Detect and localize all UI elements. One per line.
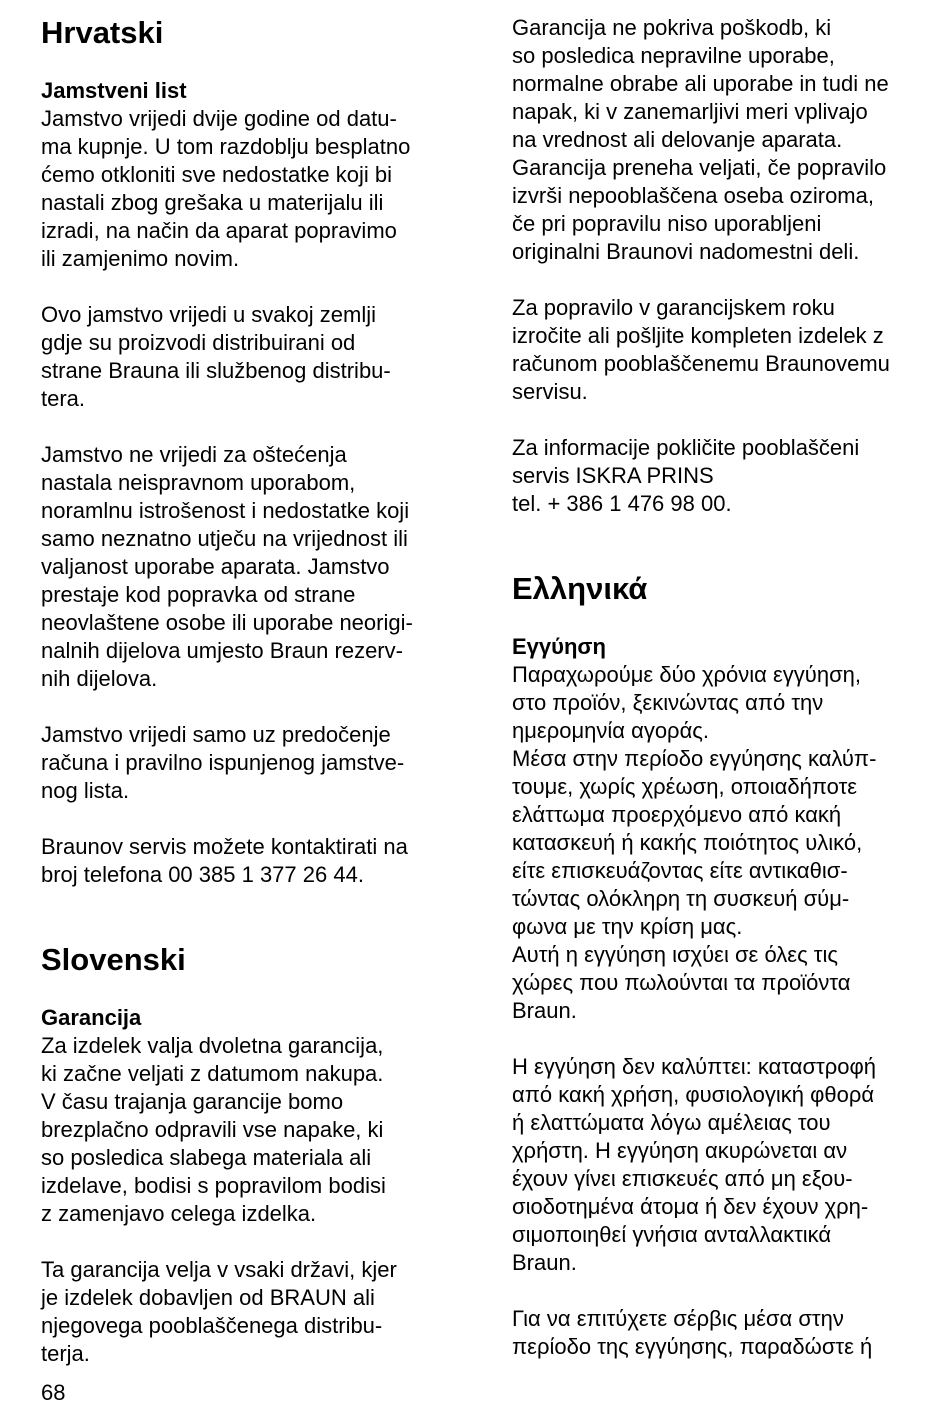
text-line: nastala neispravnom uporabom, [41,470,356,495]
text-line: χώρες που πωλούνται τα προϊόντα [512,970,851,995]
text-line: κατασκευή ή κακής ποιότητος υλικό, [512,830,863,855]
text-line: έχουν γίνει επισκευές από μη εξου- [512,1166,853,1191]
text-line: Za popravilo v garancijskem roku [512,295,835,320]
text-line: είτε επισκευάζοντας είτε αντικαθισ- [512,858,848,883]
text-line: φωνα με την κρίση μας. [512,914,743,939]
paragraph [41,1256,481,1368]
text-line: ημερομηνία αγοράς. [512,718,710,743]
text-line: Ta garancija velja v vsaki državi, kjer [41,1257,397,1282]
text-line: Jamstvo ne vrijedi za oštećenja [41,442,347,467]
text-line: σιμοποιηθεί γνήσια ανταλλακτικά [512,1222,832,1247]
slovenski-body [41,1032,481,1368]
text-line: Braunov servis možete kontaktirati na [41,834,408,859]
paragraph [512,14,940,266]
text-line: njegovega pooblaščenega distribu- [41,1313,383,1338]
text-line: Braun. [512,1250,577,1275]
paragraph [41,721,481,805]
text-line: ćemo otkloniti sve nedostatke koji bi [41,162,392,187]
subheading-jamstveni-list: Jamstveni list [41,78,187,103]
paragraph [512,1053,940,1277]
text-line: računom pooblaščenemu Braunovemu [512,351,890,376]
text-line: Παραχωρούμε δύο χρόνια εγγύηση, [512,662,861,687]
text-line: samo neznatno utječu na vrijednost ili [41,526,408,551]
text-line: Jamstvo vrijedi samo uz predočenje [41,722,391,747]
right-column [512,14,940,1361]
text-line: prestaje kod popravka od strane [41,582,356,607]
text-line: χρήστη. Η εγγύηση ακυρώνεται αν [512,1138,848,1163]
text-line: so posledica slabega materiala ali [41,1145,372,1170]
text-line: nog lista. [41,778,130,803]
hrvatski-body [41,105,481,889]
text-line: Garancija ne pokriva poškodb, ki [512,15,832,40]
text-line: na vrednost ali delovanje aparata. [512,127,843,152]
section-heading-slovenski: Slovenski [41,942,186,977]
paragraph [41,105,481,273]
text-line: τουμε, χωρίς χρέωση, οποιαδήποτε [512,774,858,799]
paragraph [512,661,940,1025]
text-line: σιοδοτημένα άτομα ή δεν έχουν χρη- [512,1194,869,1219]
text-line: nalnih dijelova umjesto Braun rezerv- [41,638,403,663]
text-line: Za informacije pokličite pooblaščeni [512,435,860,460]
subheading-eggyisi: Εγγύηση [512,634,606,659]
left-column [41,14,481,1368]
text-line: Για να επιτύχετε σέρβις μέσα στην [512,1306,844,1331]
text-line: ki začne veljati z datumom nakupa. [41,1061,384,1086]
text-line: valjanost uporabe aparata. Jamstvo [41,554,390,579]
text-line: broj telefona 00 385 1 377 26 44. [41,862,364,887]
text-line: normalne obrabe ali uporabe in tudi ne [512,71,889,96]
text-line: gdje su proizvodi distribuirani od [41,330,356,355]
text-line: servis ISKRA PRINS [512,463,714,488]
paragraph [512,1305,940,1361]
subheading-garancija: Garancija [41,1005,142,1030]
text-line: ελάττωμα προερχόμενο από κακή [512,802,842,827]
text-line: tera. [41,386,86,411]
text-line: noramlnu istrošenost i nedostatke koji [41,498,410,523]
text-line: Braun. [512,998,577,1023]
text-line: ma kupnje. U tom razdoblju besplatno [41,134,411,159]
text-line: ή ελαττώματα λόγω αμέλειας του [512,1110,831,1135]
paragraph [41,441,481,693]
paragraph [41,1032,481,1228]
text-line: originalni Braunovi nadomestni deli. [512,239,860,264]
text-line: z zamenjavo celega izdelka. [41,1201,317,1226]
text-line: τώντας ολόκληρη τη συσκευή σύμ- [512,886,850,911]
text-line: terja. [41,1341,90,1366]
text-line: izročite ali pošljite kompleten izdelek z [512,323,884,348]
text-line: από κακή χρήση, φυσιολογική φθορά [512,1082,875,1107]
text-line: če pri popravilu niso uporabljeni [512,211,822,236]
paragraph [512,294,940,406]
text-line: Garancija preneha veljati, če popravilo [512,155,887,180]
text-line: so posledica nepravilne uporabe, [512,43,835,68]
paragraph [512,434,940,518]
text-line: Αυτή η εγγύηση ισχύει σε όλες τις [512,942,838,967]
text-line: izvrši nepooblaščena oseba oziroma, [512,183,874,208]
text-line: Za izdelek valja dvoletna garancija, [41,1033,384,1058]
text-line: računa i pravilno ispunjenog jamstve- [41,750,405,775]
text-line: V času trajanja garancije bomo [41,1089,344,1114]
text-line: Ovo jamstvo vrijedi u svakoj zemlji [41,302,376,327]
text-line: je izdelek dobavljen od BRAUN ali [41,1285,375,1310]
text-line: tel. + 386 1 476 98 00. [512,491,732,516]
paragraph [41,301,481,413]
text-line: napak, ki v zanemarljivi meri vplivajo [512,99,868,124]
text-line: neovlaštene osobe ili uporabe neorigi- [41,610,413,635]
text-line: Μέσα στην περίοδο εγγύησης καλύπ- [512,746,877,771]
section-heading-hrvatski: Hrvatski [41,15,164,50]
page-number: 68 [41,1380,66,1405]
text-line: Jamstvo vrijedi dvije godine od datu- [41,106,397,131]
paragraph [41,833,481,889]
text-line: izdelave, bodisi s popravilom bodisi [41,1173,386,1198]
section-heading-ellinika: Ελληνικά [512,571,648,606]
text-line: Η εγγύηση δεν καλύπτει: καταστροφή [512,1054,876,1079]
ellinika-body [512,661,940,1361]
text-line: servisu. [512,379,588,404]
text-line: περίοδο της εγγύησης, παραδώστε ή [512,1334,873,1359]
slovenski-continued-body [512,14,940,518]
text-line: nih dijelova. [41,666,158,691]
text-line: strane Brauna ili službenog distribu- [41,358,391,383]
text-line: nastali zbog grešaka u materijalu ili [41,190,384,215]
text-line: ili zamjenimo novim. [41,246,240,271]
text-line: izradi, na način da aparat popravimo [41,218,397,243]
text-line: στο προϊόν, ξεκινώντας από την [512,690,824,715]
text-line: brezplačno odpravili vse napake, ki [41,1117,384,1142]
